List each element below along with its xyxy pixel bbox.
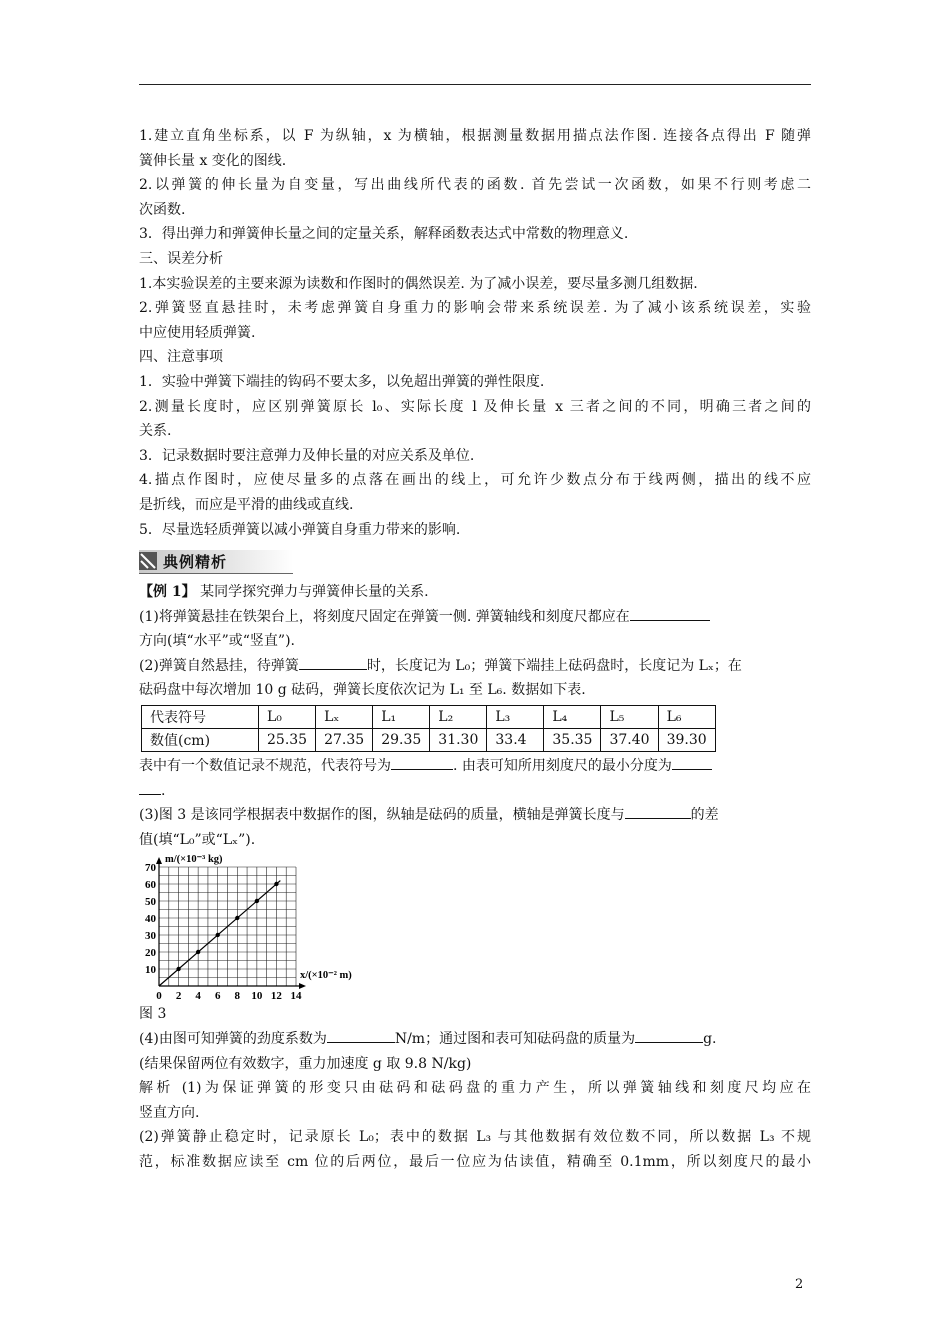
step-2-line-2: 次函数. (139, 201, 186, 218)
example-intro: 某同学探究弹力与弹簧伸长量的关系. (195, 584, 429, 601)
table-cell: 27.35 (316, 729, 373, 752)
x-tick-label: 6 (214, 990, 221, 1003)
table-cell: L₁ (373, 706, 430, 729)
q1-text: (1)将弹簧悬挂在铁架台上，将刻度尺固定在弹簧一侧. 弹簧轴线和刻度尺都应在 (139, 608, 630, 625)
table-cell: L₄ (544, 706, 601, 729)
q4-text-a: (4)由图可知弹簧的劲度系数为 (139, 1031, 327, 1048)
table-header-cell: 代表符号 (142, 706, 259, 729)
note-item-2-line-1: 2.测量长度时，应区别弹簧原长 l₀、实际长度 l 及伸长量 x 三者之间的不同，明确三者之间的 (139, 398, 811, 415)
example-label: 【例 1】 (139, 584, 196, 601)
section-heading-examples (139, 550, 811, 578)
x-axis-label: x/(×10⁻² m) (300, 970, 352, 982)
table-cell: L₅ (601, 706, 658, 729)
q4-mass-blank[interactable] (635, 1028, 703, 1043)
note-item-4-line-2: 是折线，而应是平滑的曲线或直线. (139, 496, 354, 513)
error-item-2-line-1: 2.弹簧竖直悬挂时，未考虑弹簧自身重力的影响会带来系统误差. 为了减小该系统误差，实验 (139, 300, 811, 317)
table-cell: L₂ (430, 706, 487, 729)
table-cell: L₃ (487, 706, 544, 729)
y-tick-label: 60 (145, 879, 156, 892)
data-point (255, 899, 259, 903)
data-point (235, 916, 239, 920)
q2-symbol-blank[interactable] (391, 755, 453, 770)
question-4-line-1 (139, 1027, 811, 1052)
table-cell: 39.30 (658, 729, 715, 752)
figure-caption: 图 3 (139, 1006, 167, 1023)
q2-answer-blank[interactable] (299, 655, 367, 670)
analysis-line-3: (2)弹簧静止稳定时，记录原长 L₀；表中的数据 L₃ 与其他数据有效位数不同，所以数据 L₃ 不规 (139, 1129, 811, 1146)
y-axis-label: m/(×10⁻³ kg) (165, 854, 223, 866)
data-point (274, 882, 278, 886)
question-1-line-2: 方向(填“水平”或“竖直”). (139, 633, 296, 650)
q2-text-c: 表中有一个数值记录不规范，代表符号为 (139, 758, 391, 775)
analysis-line-2: 竖直方向. (139, 1104, 200, 1121)
note-item-2-line-2: 关系. (139, 423, 172, 440)
heading-title: 典例精析 (163, 553, 228, 572)
header-rule (139, 84, 811, 85)
y-tick-label: 70 (145, 862, 156, 875)
table-cell: 25.35 (259, 729, 316, 752)
x-tick-label: 2 (175, 990, 182, 1003)
step-1-line-2: 簧伸长量 x 变化的图线. (139, 152, 287, 169)
table-cell: L₆ (658, 706, 715, 729)
y-tick-label: 50 (145, 896, 156, 909)
question-2-line-2: 砝码盘中每次增加 10 g 砝码，弹簧长度依次记为 L₁ 至 L₆. 数据如下表. (139, 682, 586, 699)
q4-text-b: N/m；通过图和表可知砝码盘的质量为 (394, 1031, 636, 1048)
x-tick-label: 10 (251, 990, 263, 1003)
q3-text-b: 的差 (690, 807, 719, 824)
q2-text-d: . 由表可知所用刻度尺的最小分度为 (453, 758, 672, 775)
y-tick-label: 40 (145, 913, 156, 926)
analysis-line-1: 解析 (1)为保证弹簧的形变只由砝码和砝码盘的重力产生，所以弹簧轴线和刻度尺均应在 (139, 1080, 811, 1097)
table-cell: L₀ (259, 706, 316, 729)
question-3-line-1 (139, 803, 811, 828)
data-point (216, 933, 220, 937)
question-2-line-3 (139, 754, 811, 779)
note-item-1: 1．实验中弹簧下端挂的钩码不要太多，以免超出弹簧的弹性限度. (139, 373, 545, 390)
heading-underline (139, 573, 293, 574)
question-1-line-1 (139, 605, 811, 630)
note-item-4-line-1: 4.描点作图时，应使尽量多的点落在画出的线上，可允许少数点分布于线两侧，描出的线不应 (139, 472, 811, 489)
question-4-line-2: (结果保留两位有效数字，重力加速度 g 取 9.8 N/kg) (139, 1055, 472, 1072)
q4-stiffness-blank[interactable] (327, 1028, 395, 1043)
x-tick-label: 12 (270, 990, 282, 1003)
table-row-symbols (142, 706, 716, 729)
q2-division-blank-cont[interactable] (139, 780, 161, 795)
data-point (176, 967, 180, 971)
x-axis-arrow (299, 983, 306, 989)
table-cell: Lₓ (316, 706, 373, 729)
data-point (196, 950, 200, 954)
page-body (139, 124, 811, 1175)
analysis-line-4: 范，标准数据应读至 cm 位的后两位，最后一位应为估读值，精确至 0.1mm，所以刻度尺的最小 (139, 1154, 811, 1170)
y-axis-arrow (156, 857, 162, 864)
question-2-line-1 (139, 654, 811, 679)
q3-answer-blank[interactable] (625, 804, 691, 819)
y-tick-label: 20 (145, 947, 156, 960)
note-item-3: 3．记录数据时要注意弹力及伸长量的对应关系及单位. (139, 447, 475, 464)
table-cell: 29.35 (373, 729, 430, 752)
table-cell: 35.35 (544, 729, 601, 752)
question-3-line-2: 值(填“L₀”或“Lₓ”). (139, 831, 256, 848)
table-cell: 31.30 (430, 729, 487, 752)
x-tick-label: 14 (290, 990, 302, 1003)
section-notes-title: 四、注意事项 (139, 349, 223, 366)
table-cell: 33.4 (487, 729, 544, 752)
page-number: 2 (795, 1277, 804, 1292)
table-header-cell: 数值(cm) (142, 729, 259, 752)
q3-text-a: (3)图 3 是该同学根据表中数据作的图，纵轴是砝码的质量，横轴是弹簧长度与 (139, 807, 625, 824)
note-item-5: 5．尽量选轻质弹簧以减小弹簧自身重力带来的影响. (139, 521, 461, 538)
q2-text-a: (2)弹簧自然悬挂，待弹簧 (139, 657, 299, 674)
table-row-values (142, 729, 716, 752)
mass-extension-chart (139, 852, 359, 1002)
step-3-line-1: 3．得出弹力和弹簧伸长量之间的定量关系，解释函数表达式中常数的物理意义. (139, 226, 629, 243)
section-error-title: 三、误差分析 (139, 250, 223, 267)
error-item-1: 1.本实验误差的主要来源为读数和作图时的偶然误差. 为了减小误差，要尽量多测几组数据. (139, 275, 698, 292)
diagonal-bars-icon (139, 552, 157, 570)
table-cell: 37.40 (601, 729, 658, 752)
measurement-table (141, 705, 716, 752)
example-intro-line (139, 580, 811, 605)
y-tick-label: 10 (145, 964, 156, 977)
figure-3 (139, 852, 811, 1002)
q4-text-c: g. (703, 1031, 717, 1048)
y-tick-label: 30 (145, 930, 156, 943)
q2-text-e: . (161, 782, 166, 799)
q2-division-blank[interactable] (672, 755, 712, 770)
step-1-line-1: 1.建立直角坐标系，以 F 为纵轴，x 为横轴，根据测量数据用描点法作图. 连接各点得出 F 随弹 (139, 128, 811, 144)
x-tick-label: 0 (156, 990, 162, 1003)
question-2-line-4 (139, 779, 811, 804)
x-tick-label: 8 (234, 990, 241, 1003)
q1-answer-blank[interactable] (630, 606, 710, 621)
step-2-line-1: 2.以弹簧的伸长量为自变量，写出曲线所代表的函数. 首先尝试一次函数，如果不行则考虑二 (139, 177, 811, 194)
error-item-2-line-2: 中应使用轻质弹簧. (139, 324, 256, 341)
q2-text-b: 时，长度记为 L₀；弹簧下端挂上砝码盘时，长度记为 Lₓ；在 (366, 657, 742, 674)
x-tick-label: 4 (195, 990, 201, 1003)
